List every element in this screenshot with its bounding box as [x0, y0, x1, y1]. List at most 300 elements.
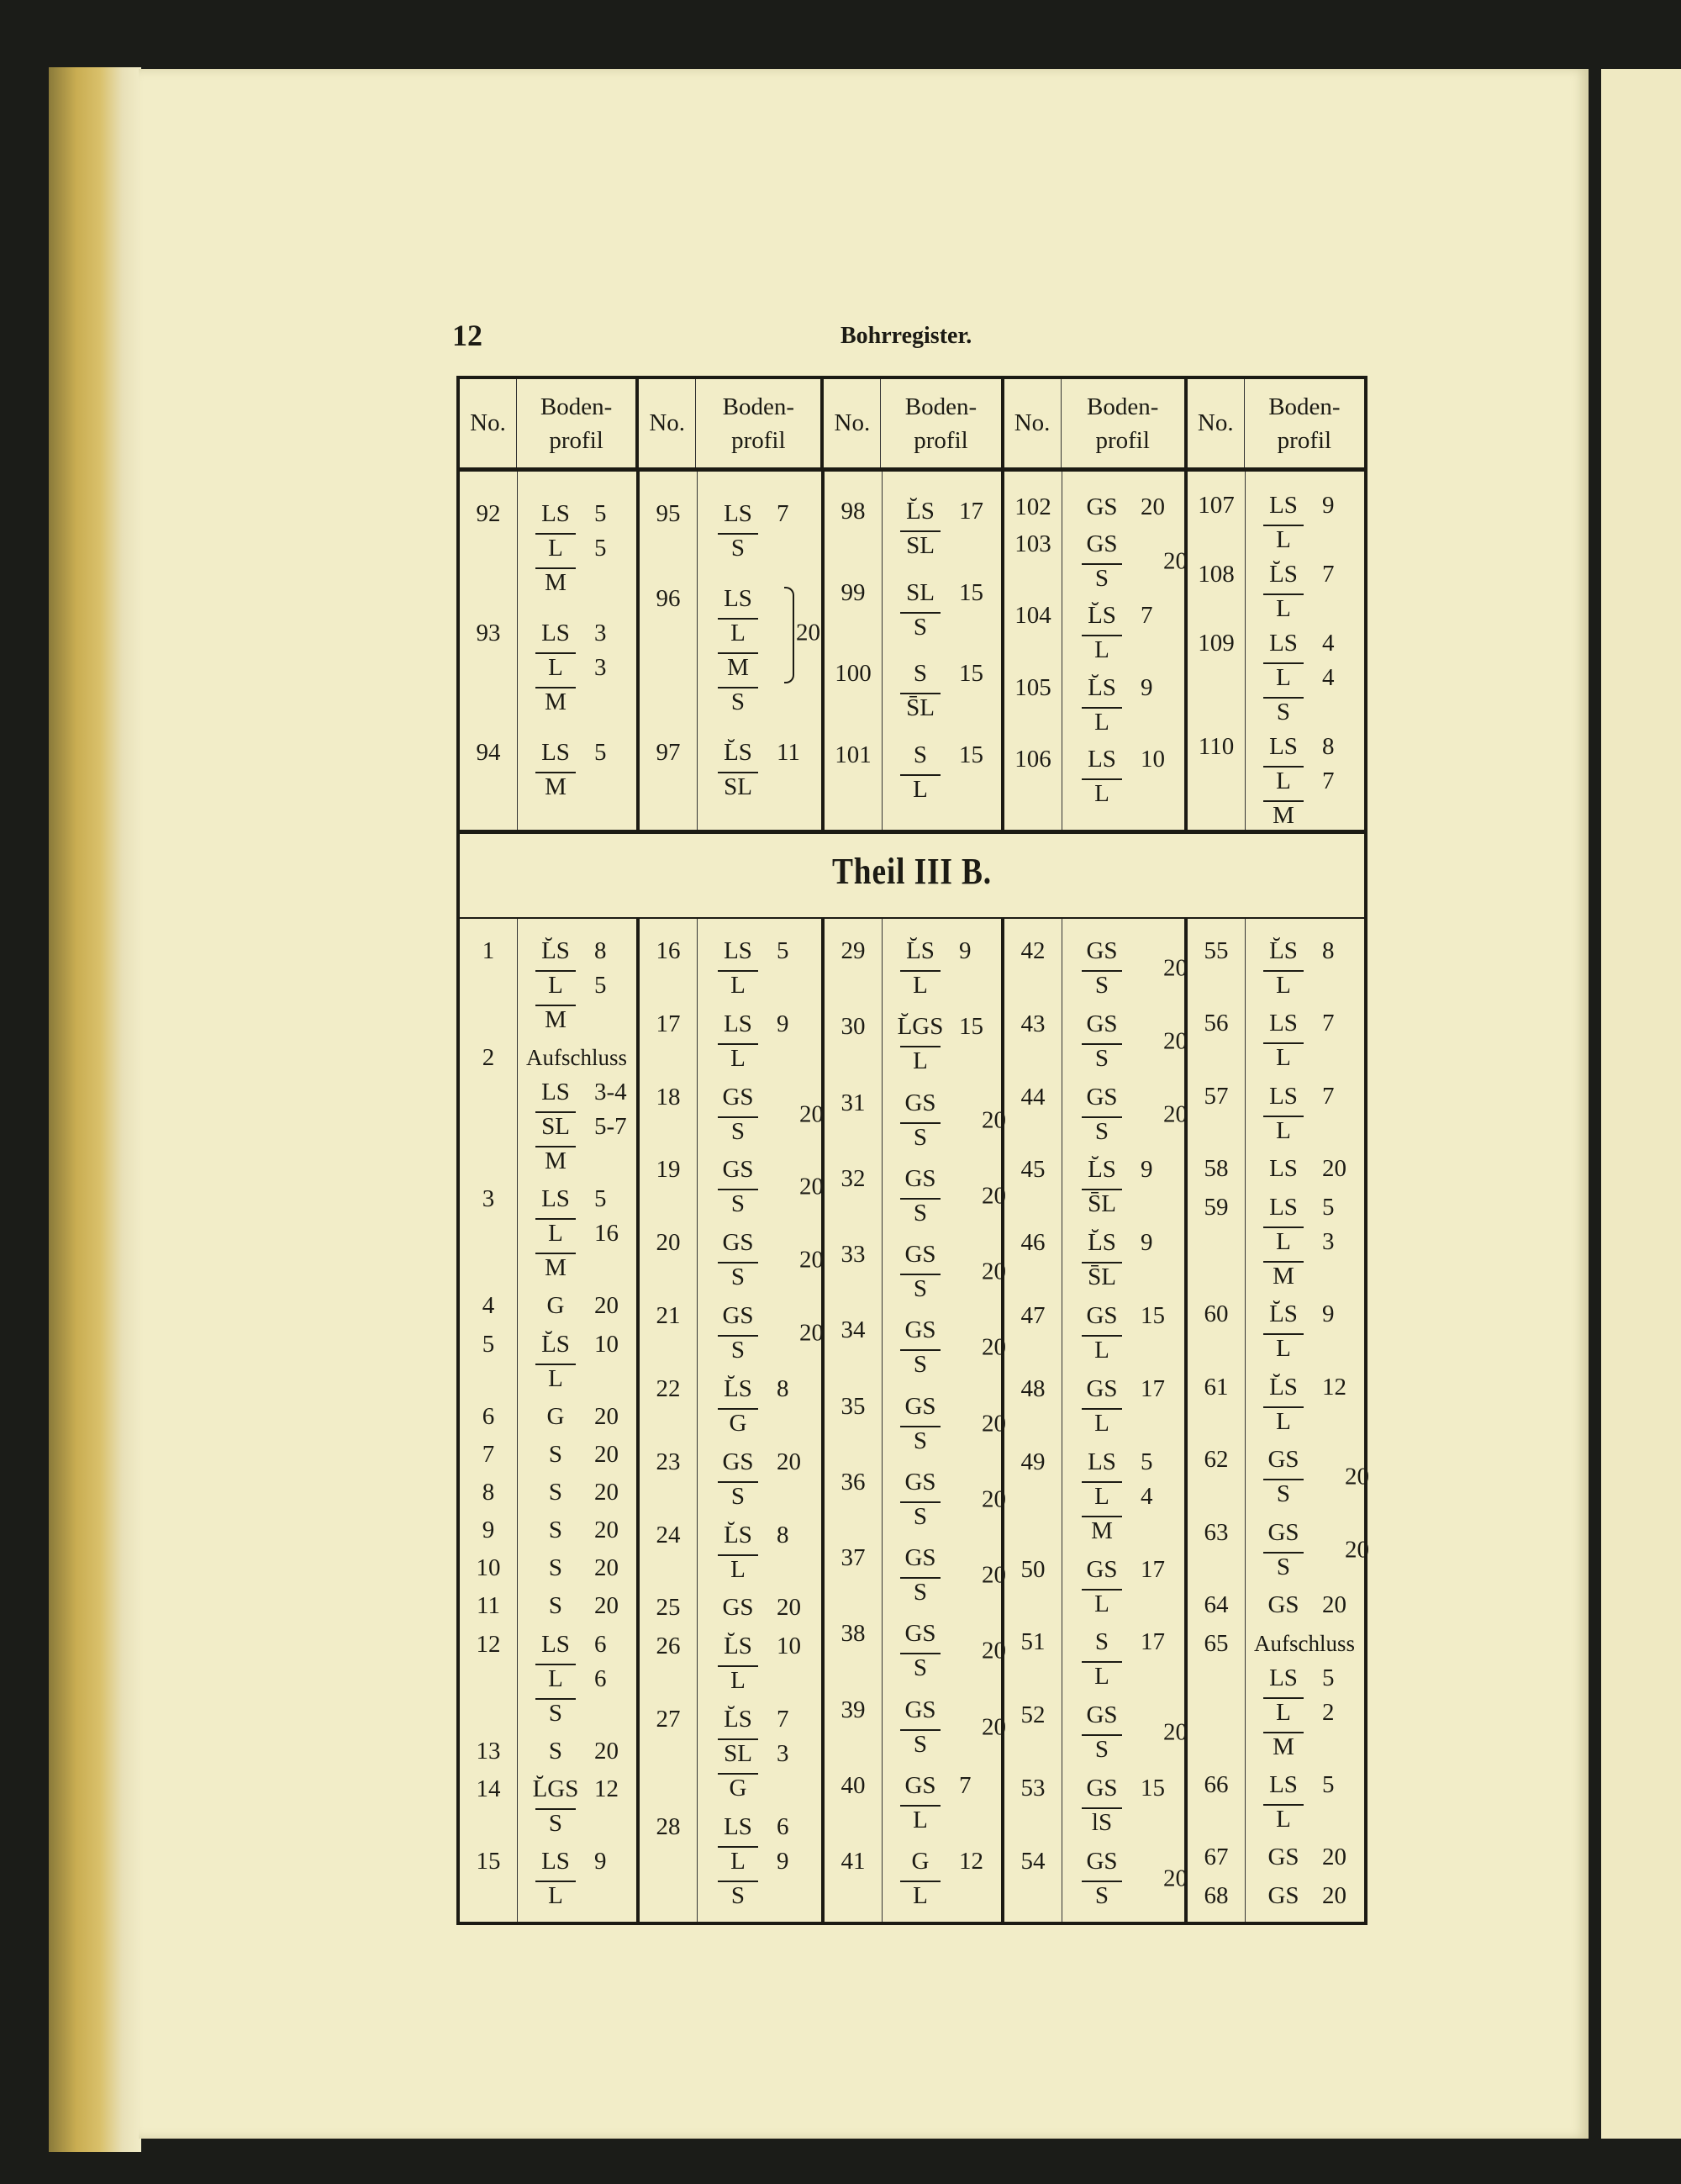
table-row — [1188, 1516, 1369, 1585]
layer-thickness — [777, 1771, 819, 1806]
soil-layer: S — [699, 1115, 777, 1149]
layer-thickness: 20 — [594, 1478, 619, 1506]
soil-layer: L — [517, 651, 594, 685]
soil-layer: L̆S — [1269, 561, 1298, 588]
bore-number: 6 — [482, 1402, 495, 1430]
bore-number: 34 — [840, 1316, 866, 1344]
header-group — [820, 379, 1000, 467]
soil-layer: L̆S — [1269, 1373, 1298, 1401]
table-row — [1004, 742, 1184, 811]
layer-thickness: 7 — [958, 1771, 972, 1799]
bore-number: 30 — [840, 1013, 866, 1041]
table-column — [821, 472, 1001, 830]
soil-layer: S — [699, 531, 777, 566]
layer-thickness: 20 — [594, 1554, 619, 1582]
soil-layer: L — [1063, 1333, 1141, 1368]
soil-layer: L — [517, 1662, 594, 1696]
soil-layer: M — [517, 770, 594, 804]
table-row — [1188, 1443, 1369, 1511]
bore-number: 107 — [1198, 492, 1235, 519]
layer-thickness — [777, 1879, 819, 1913]
total-thickness: 20 — [981, 1637, 1006, 1664]
layer-thickness: 9 — [958, 937, 972, 964]
soil-layer: L̆S — [1269, 1300, 1298, 1328]
bore-number: 27 — [656, 1706, 681, 1733]
layer-thickness — [594, 1696, 636, 1731]
layer-thickness — [777, 685, 819, 720]
table-row — [640, 1445, 821, 1514]
layer-thickness — [1141, 1659, 1183, 1694]
bore-number: 39 — [840, 1696, 866, 1723]
layer-thickness: 20 — [1322, 1155, 1346, 1183]
layer-thickness — [777, 1480, 819, 1514]
soil-layer: S — [882, 1728, 959, 1762]
table-row — [640, 1518, 821, 1587]
soil-profile — [1245, 626, 1364, 730]
table-row — [1004, 1771, 1184, 1840]
soil-layer: LS — [1088, 746, 1116, 773]
header-profile-line2: profil — [914, 426, 968, 454]
table-row — [460, 1627, 636, 1731]
soil-profile — [697, 1080, 824, 1149]
header-group — [460, 379, 635, 467]
layer-thickness — [1141, 1806, 1183, 1840]
layer-thickness: 17 — [1141, 1628, 1165, 1656]
soil-layer: M — [517, 1144, 594, 1179]
table-section-top — [460, 472, 1364, 834]
soil-layer: GS — [1267, 1591, 1299, 1619]
table-row — [640, 736, 821, 804]
soil-profile — [517, 1182, 636, 1285]
soil-profile — [1245, 1297, 1364, 1366]
soil-profile — [697, 1629, 821, 1698]
soil-layer: L — [1245, 661, 1322, 695]
layer-thickness: 5 — [1322, 1770, 1335, 1798]
soil-layer: LS — [541, 739, 570, 767]
soil-profile — [697, 1518, 821, 1587]
soil-layer: SL — [517, 1110, 594, 1144]
header-bodenprofil — [1245, 379, 1364, 467]
table-row — [460, 1589, 636, 1623]
profile-note: Aufschluss — [526, 1045, 627, 1071]
table-row — [1188, 730, 1364, 833]
soil-profile — [517, 1289, 636, 1323]
soil-layer: GS — [904, 1620, 936, 1648]
soil-profile — [882, 1617, 1006, 1685]
soil-layer: GS — [904, 1392, 936, 1420]
soil-layer: L — [1063, 777, 1141, 811]
header-group — [1184, 379, 1364, 467]
layer-thickness: 5 — [1322, 1664, 1335, 1691]
layer-thickness — [777, 651, 819, 685]
soil-profile — [1062, 1844, 1188, 1913]
soil-profile — [697, 1226, 824, 1295]
soil-layer: L — [1063, 633, 1141, 667]
bore-number: 55 — [1204, 937, 1229, 964]
bore-number: 21 — [656, 1302, 681, 1330]
table-row — [1188, 1297, 1364, 1366]
soil-layer: LS — [1269, 1770, 1298, 1798]
soil-profile — [1062, 1226, 1184, 1295]
soil-layer: GS — [1086, 1302, 1118, 1330]
soil-layer: S — [1245, 1550, 1322, 1585]
soil-profile — [1062, 1299, 1184, 1368]
soil-profile — [882, 1086, 1006, 1155]
bore-number: 41 — [840, 1848, 866, 1875]
soil-layer: GS — [1086, 1374, 1118, 1402]
bore-number: 103 — [1014, 530, 1051, 558]
soil-layer: LS — [724, 499, 752, 527]
bore-number: 37 — [840, 1544, 866, 1571]
layer-thickness — [1322, 1114, 1364, 1148]
soil-layer: GS — [722, 1229, 754, 1257]
total-thickness: 20 — [981, 1561, 1006, 1589]
table-row — [640, 497, 821, 566]
soil-layer: LS — [724, 937, 752, 964]
table-row — [825, 1237, 1006, 1306]
bore-number: 105 — [1014, 673, 1051, 701]
soil-layer: S — [882, 1575, 959, 1610]
soil-layer: LS — [541, 499, 570, 527]
soil-profile — [882, 1010, 1001, 1079]
soil-layer: S̄L — [1063, 1187, 1141, 1221]
header-no: No. — [639, 379, 696, 467]
soil-layer: M — [1245, 1259, 1322, 1294]
soil-profile — [517, 1438, 636, 1472]
bore-number: 101 — [835, 741, 872, 768]
soil-layer: S — [882, 1348, 959, 1382]
bore-number: 38 — [840, 1620, 866, 1648]
soil-layer: L̆S — [906, 937, 935, 964]
table-column — [636, 472, 821, 830]
layer-thickness: 20 — [1322, 1591, 1346, 1619]
table-row — [1188, 1879, 1364, 1913]
layer-thickness — [777, 1664, 819, 1698]
soil-layer: L̆S — [724, 1706, 752, 1733]
soil-profile — [697, 1007, 821, 1076]
layer-thickness — [1141, 1406, 1183, 1441]
soil-layer: LS — [724, 1010, 752, 1037]
soil-profile — [697, 1153, 824, 1221]
bore-number: 31 — [840, 1089, 866, 1116]
soil-layer: S̄L — [1063, 1260, 1141, 1295]
soil-layer: L — [1063, 1587, 1141, 1622]
header-profile-line1: Boden- — [904, 393, 978, 420]
bore-number: 100 — [835, 660, 872, 688]
layer-thickness: 7 — [1141, 602, 1153, 630]
soil-layer: L̆S — [906, 498, 935, 525]
soil-layer: L — [882, 1803, 959, 1838]
layer-thickness — [1322, 523, 1364, 557]
layer-thickness — [959, 529, 1001, 563]
soil-profile — [1245, 1190, 1364, 1294]
soil-layer: SL — [906, 578, 935, 606]
soil-layer: L̆S — [724, 1633, 752, 1660]
soil-layer: GS — [1086, 1701, 1118, 1729]
soil-layer: L — [1245, 1802, 1322, 1837]
header-bodenprofil — [1062, 379, 1184, 467]
table-row — [640, 1299, 824, 1368]
soil-profile — [882, 1237, 1006, 1306]
bore-number: 17 — [656, 1010, 681, 1037]
bore-number: 8 — [482, 1478, 495, 1506]
header-group — [1001, 379, 1184, 467]
table-column — [636, 919, 824, 1922]
header-profile-line1: Boden- — [1268, 393, 1341, 420]
table-row — [640, 1080, 824, 1149]
soil-layer: M — [517, 685, 594, 720]
table-row — [825, 1465, 1006, 1534]
soil-layer: M — [517, 566, 594, 600]
table-row — [640, 1007, 821, 1076]
soil-layer: GS — [904, 1468, 936, 1496]
soil-profile — [697, 582, 821, 720]
table-row — [460, 1734, 636, 1769]
total-thickness: 20 — [1163, 1865, 1188, 1892]
bore-number: 61 — [1204, 1373, 1229, 1401]
layer-thickness: 10 — [776, 1633, 801, 1660]
soil-layer: GS — [904, 1164, 936, 1192]
table-row — [640, 1153, 824, 1221]
bore-number: 32 — [840, 1164, 866, 1192]
layer-thickness: 5 — [594, 739, 607, 767]
layer-thickness: 5 — [1322, 1193, 1335, 1221]
layer-thickness — [1322, 1802, 1364, 1837]
layer-thickness — [594, 1251, 636, 1285]
soil-layer: L — [1245, 1225, 1322, 1259]
total-thickness: 20 — [1163, 1718, 1188, 1746]
layer-thickness: 5 — [594, 534, 607, 562]
layer-thickness: 9 — [776, 1010, 789, 1037]
bore-number: 45 — [1020, 1156, 1046, 1184]
soil-layer: L̆S — [724, 739, 752, 767]
soil-profile — [1245, 730, 1364, 833]
table-row — [1188, 1768, 1364, 1837]
soil-layer: S — [1245, 1477, 1322, 1511]
soil-profile — [517, 1400, 636, 1434]
table-column — [460, 472, 636, 830]
layer-thickness: 17 — [1141, 1374, 1165, 1402]
soil-layer: M — [517, 1003, 594, 1037]
layer-thickness — [1141, 777, 1183, 811]
table-row — [460, 1513, 636, 1548]
soil-profile — [1062, 1153, 1184, 1221]
soil-profile — [517, 1627, 636, 1731]
soil-profile — [1062, 934, 1188, 1003]
layer-thickness — [1141, 633, 1183, 667]
soil-layer: L̆S — [1088, 602, 1116, 630]
bore-number: 36 — [840, 1468, 866, 1496]
soil-layer: M — [517, 1251, 594, 1285]
soil-layer: L — [517, 531, 594, 566]
layer-thickness: 3 — [594, 619, 607, 646]
soil-profile — [1062, 490, 1184, 525]
soil-layer: S — [1063, 1879, 1141, 1913]
bore-number: 35 — [840, 1392, 866, 1420]
layer-thickness: 17 — [958, 498, 983, 525]
soil-layer: L — [1245, 1405, 1322, 1439]
soil-profile — [517, 736, 636, 804]
layer-thickness — [1322, 968, 1364, 1003]
soil-layer: S — [913, 660, 928, 688]
soil-layer: LS — [541, 619, 570, 646]
bore-number: 42 — [1020, 937, 1046, 964]
soil-layer: GS — [722, 1448, 754, 1475]
layer-thickness: 15 — [958, 741, 983, 768]
soil-layer: L — [1245, 1332, 1322, 1366]
soil-profile — [517, 934, 636, 1037]
layer-thickness — [594, 1003, 636, 1037]
table-row — [825, 1693, 1006, 1762]
bore-number: 7 — [482, 1440, 495, 1468]
soil-layer: L̆S — [724, 1374, 752, 1402]
bore-number: 46 — [1020, 1229, 1046, 1257]
table-row — [460, 1551, 636, 1585]
header-no: No. — [1188, 379, 1245, 467]
soil-profile — [517, 1327, 636, 1396]
bore-number: 108 — [1198, 561, 1235, 588]
page-number: 12 — [452, 319, 482, 352]
soil-layer: GS — [904, 1316, 936, 1344]
soil-layer: GS — [722, 1302, 754, 1330]
soil-layer: S — [1063, 562, 1141, 596]
table-row — [1188, 1840, 1364, 1875]
bore-number: 53 — [1020, 1775, 1046, 1802]
soil-profile — [517, 1041, 636, 1179]
soil-layer: S — [882, 1500, 959, 1534]
soil-layer: L — [699, 1844, 777, 1879]
layer-thickness: 5 — [1141, 1448, 1153, 1475]
layer-thickness — [594, 1807, 636, 1841]
soil-profile — [1062, 527, 1188, 596]
soil-layer: L — [882, 1879, 959, 1913]
layer-thickness — [594, 1144, 636, 1179]
bore-number: 95 — [656, 499, 681, 527]
soil-layer: S — [1063, 1115, 1141, 1149]
soil-profile — [1245, 1079, 1364, 1148]
bore-number: 40 — [840, 1771, 866, 1799]
bore-number: 1 — [482, 937, 495, 964]
soil-layer: L̆S — [1088, 1156, 1116, 1184]
soil-profile — [1062, 1625, 1184, 1694]
soil-layer: L — [699, 1664, 777, 1698]
soil-layer: S — [882, 610, 959, 645]
header-profile-line2: profil — [731, 426, 786, 454]
soil-layer: GS — [904, 1089, 936, 1116]
table-row — [1188, 1627, 1364, 1765]
soil-layer: SL — [699, 1737, 777, 1771]
layer-thickness: 15 — [1141, 1302, 1165, 1330]
soil-profile — [882, 934, 1001, 1003]
layer-thickness — [777, 531, 819, 566]
soil-profile — [697, 934, 821, 1003]
layer-thickness: 11 — [776, 739, 800, 767]
soil-layer: LS — [541, 1185, 570, 1213]
layer-thickness — [1322, 1041, 1364, 1075]
soil-layer: L̆S — [1269, 937, 1298, 964]
bore-number: 93 — [476, 619, 501, 646]
bore-number: 28 — [656, 1812, 681, 1840]
soil-layer: LS — [541, 1847, 570, 1875]
bore-number: 14 — [476, 1775, 501, 1802]
soil-layer: S — [1063, 1042, 1141, 1076]
soil-layer: S — [699, 1480, 777, 1514]
bore-number: 50 — [1020, 1555, 1046, 1583]
soil-profile — [697, 497, 821, 566]
soil-layer: S — [699, 1333, 777, 1368]
bore-number: 44 — [1020, 1083, 1046, 1110]
bore-number: 63 — [1204, 1518, 1229, 1546]
layer-thickness: 3 — [776, 1740, 789, 1768]
facing-page-edge — [1601, 69, 1681, 2139]
bore-number: 13 — [476, 1737, 501, 1765]
soil-layer: GS — [1086, 1555, 1118, 1583]
table-row — [460, 1400, 636, 1434]
table-row — [825, 576, 1001, 645]
soil-profile — [1245, 1627, 1364, 1765]
soil-layer: S — [1063, 968, 1141, 1003]
soil-layer: GS — [1086, 1010, 1118, 1037]
layer-thickness: 15 — [958, 1013, 983, 1041]
soil-profile — [697, 736, 821, 804]
table-column — [1001, 472, 1188, 830]
table-row — [1004, 1372, 1184, 1441]
table-row — [825, 1541, 1006, 1610]
total-thickness: 20 — [798, 1173, 824, 1200]
table-row — [1004, 1844, 1188, 1913]
soil-layer: GS — [1086, 530, 1118, 558]
soil-profile — [882, 1769, 1001, 1838]
bore-number: 56 — [1204, 1010, 1229, 1037]
soil-layer: S — [882, 1651, 959, 1685]
total-thickness: 20 — [1345, 1536, 1369, 1564]
layer-thickness: 5 — [776, 937, 789, 964]
layer-thickness: 3 — [594, 653, 607, 681]
total-thickness: 20 — [981, 1410, 1006, 1437]
soil-profile — [1245, 1152, 1364, 1186]
soil-profile — [1062, 1553, 1184, 1622]
soil-layer: L — [1245, 1114, 1322, 1148]
layer-thickness: 12 — [958, 1848, 983, 1875]
soil-layer: L — [882, 968, 959, 1003]
soil-layer: LS — [1269, 492, 1298, 519]
soil-layer: S — [699, 1879, 777, 1913]
soil-layer: LS — [1269, 1010, 1298, 1037]
table-row — [640, 934, 821, 1003]
table-row — [825, 657, 1001, 725]
soil-layer: L — [1063, 1480, 1141, 1514]
total-thickness: 20 — [795, 619, 820, 646]
bore-number: 60 — [1204, 1300, 1229, 1328]
soil-layer: GS — [1086, 937, 1118, 964]
bore-number: 11 — [477, 1592, 500, 1620]
bore-number: 43 — [1020, 1010, 1046, 1037]
soil-layer: GS — [1086, 1083, 1118, 1110]
layer-thickness: 10 — [594, 1330, 619, 1358]
header-group — [635, 379, 820, 467]
table-row — [1004, 934, 1188, 1003]
soil-layer: S — [548, 1478, 563, 1506]
layer-thickness: 10 — [1141, 746, 1165, 773]
header-no: No. — [824, 379, 881, 467]
table-row — [1004, 1080, 1188, 1149]
header-bodenprofil — [881, 379, 1000, 467]
soil-layer: S̄L — [882, 691, 959, 725]
header-profile-line1: Boden- — [1087, 393, 1159, 420]
bore-number: 66 — [1204, 1770, 1229, 1798]
soil-profile — [1245, 1879, 1364, 1913]
soil-layer: GS — [722, 1156, 754, 1184]
